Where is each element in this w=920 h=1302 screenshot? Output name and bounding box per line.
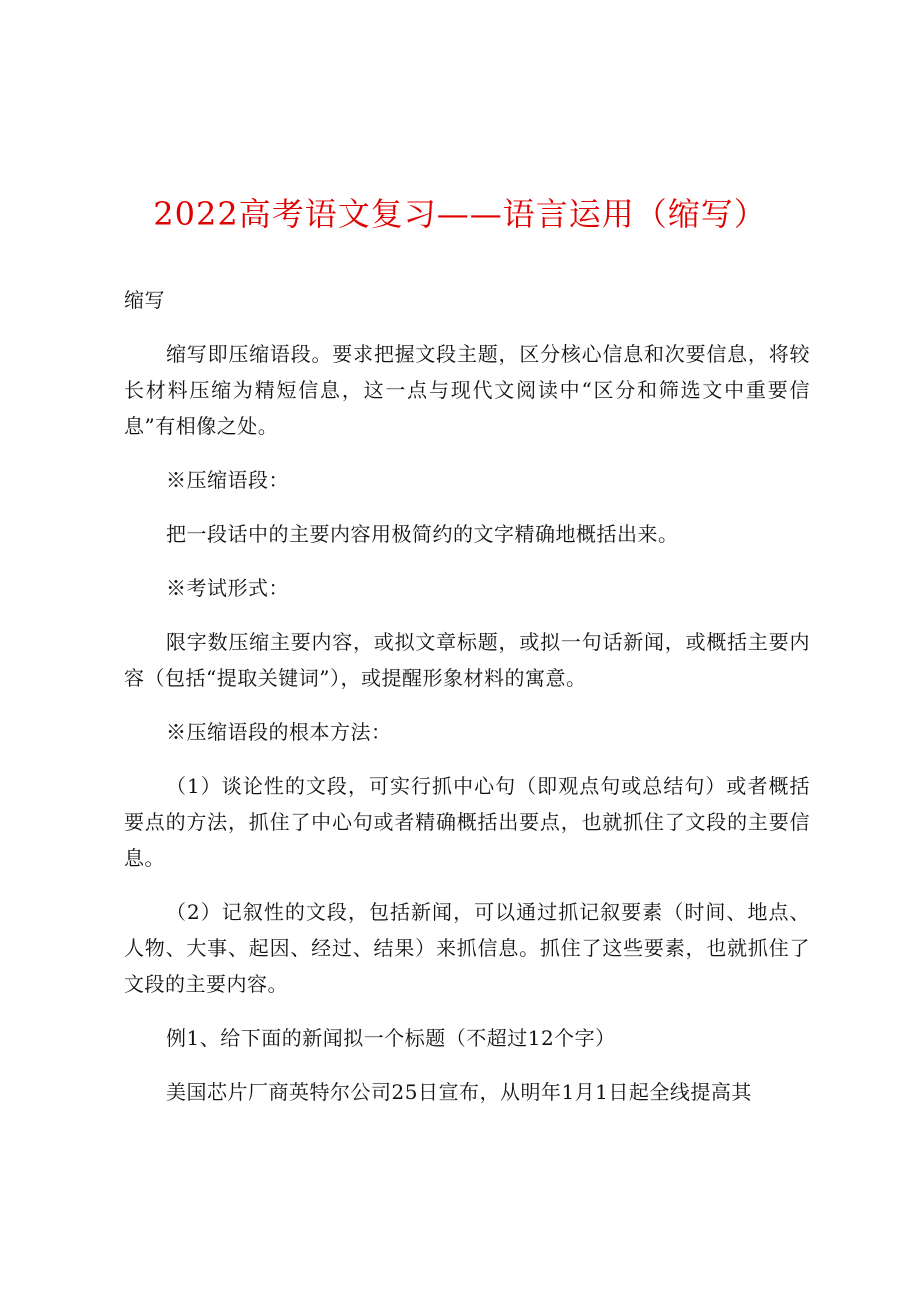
paragraph-method-1: （1）谈论性的文段，可实行抓中心句（即观点句或总结句）或者概括要点的方法，抓住了中心句或者精确概括出要点，也就抓住了文段的主要信息。 [124, 774, 810, 870]
heading-exam-format: ※考试形式： [166, 576, 289, 600]
document-body [124, 282, 810, 1110]
section-heading: 缩写 [124, 288, 165, 312]
paragraph-method-2: （2）记叙性的文段，包括新闻，可以通过抓记叙要素（时间、地点、人物、大事、起因、经过、结果）来抓信息。抓住了这些要素，也就抓住了文段的主要内容。 [124, 900, 810, 996]
paragraph-compress-definition: 把一段话中的主要内容用极简约的文字精确地概括出来。 [166, 522, 679, 546]
paragraph-news-text: 美国芯片厂商英特尔公司25日宣布，从明年1月1日起全线提高其 [166, 1080, 752, 1104]
document-title: 2022高考语文复习——语言运用（缩写） [153, 195, 767, 233]
paragraph-exam-format: 限字数压缩主要内容，或拟文章标题，或拟一句话新闻，或概括主要内容（包括“提取关键词”），或提醒形象材料的寓意。 [124, 630, 810, 690]
heading-basic-method: ※压缩语段的根本方法： [166, 720, 392, 744]
heading-compress-passage: ※压缩语段： [166, 468, 289, 492]
paragraph-example-1: 例1、给下面的新闻拟一个标题（不超过12个字） [166, 1026, 616, 1050]
paragraph-intro: 缩写即压缩语段。要求把握文段主题，区分核心信息和次要信息，将较长材料压缩为精短信息，这一点与现代文阅读中“区分和筛选文中重要信息”有相像之处。 [124, 342, 810, 438]
